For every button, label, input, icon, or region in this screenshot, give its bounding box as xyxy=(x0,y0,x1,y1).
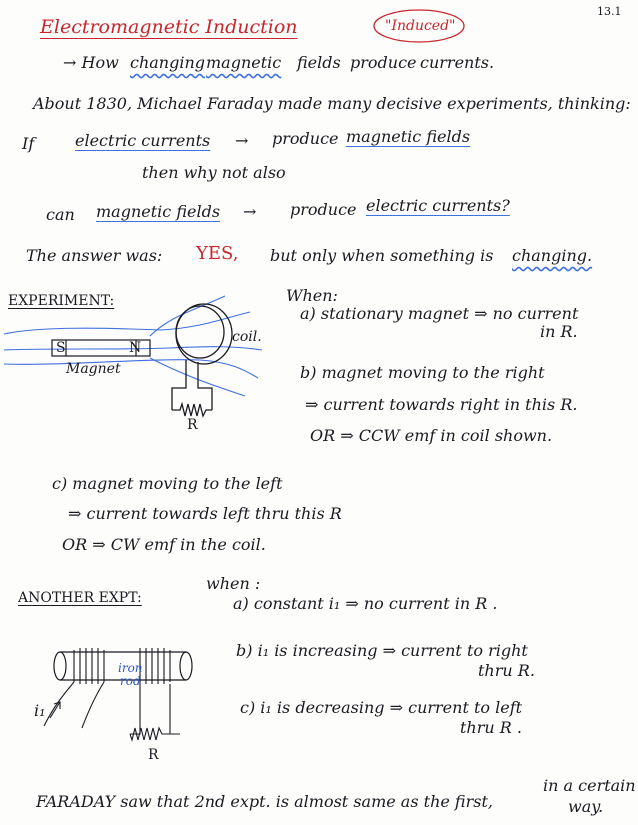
electric-currents-2: electric currents? xyxy=(366,196,510,215)
magnet-label-s: S xyxy=(56,340,66,356)
answer-rest: but only when something is xyxy=(270,246,494,265)
experiment-b2: ⇒ current towards right in this R. xyxy=(305,395,578,414)
subtitle-changing: changing xyxy=(130,53,206,72)
subtitle-magnetic: magnetic xyxy=(206,53,282,72)
electric-currents-1: electric currents xyxy=(75,131,211,150)
another-c: c) i₁ is decreasing ⇒ current to left xyxy=(240,698,523,717)
experiment-a2: in R. xyxy=(540,322,578,341)
resistor-label-2: R xyxy=(148,747,159,763)
footer-tail-2: way. xyxy=(568,797,604,816)
arrow-2: → xyxy=(243,202,257,221)
primary-winding xyxy=(44,648,180,740)
subtitle-produce: produce xyxy=(350,53,417,72)
subtitle-currents: currents. xyxy=(420,53,495,72)
another-b: b) i₁ is increasing ⇒ current to right xyxy=(236,641,528,660)
experiment-heading: EXPERIMENT: xyxy=(8,293,115,309)
footer-tail-1: in a certain xyxy=(543,776,636,795)
experiment-c: c) magnet moving to the left xyxy=(52,474,283,493)
resistor-label-1: R xyxy=(187,417,198,433)
induced-label: "Induced" xyxy=(385,18,456,34)
another-b2: thru R. xyxy=(478,661,535,680)
produce-2: produce xyxy=(290,200,357,219)
another-a: a) constant i₁ ⇒ no current in R . xyxy=(233,594,498,613)
can-word: can xyxy=(46,205,75,224)
another-when: when : xyxy=(206,574,261,593)
experiment-a: a) stationary magnet ⇒ no current xyxy=(300,304,579,323)
page-number: 13.1 xyxy=(597,5,622,18)
magnet-label: Magnet xyxy=(66,361,121,377)
iron-label: iron xyxy=(118,661,143,675)
then-line: then why not also xyxy=(142,163,286,182)
answer-changing: changing. xyxy=(512,246,593,265)
produce-1: produce xyxy=(272,129,339,148)
coil-label: coil. xyxy=(232,329,262,345)
current-arrow xyxy=(50,702,60,718)
magnetic-fields-1: magnetic fields xyxy=(346,127,471,146)
rod-label: rod xyxy=(120,674,141,688)
subtitle-fields: fields xyxy=(297,53,341,72)
experiment-b: b) magnet moving to the right xyxy=(300,363,545,382)
another-heading: ANOTHER EXPT: xyxy=(18,590,142,606)
i1-label: i₁ xyxy=(34,701,46,720)
magnetic-fields-2: magnetic fields xyxy=(96,202,221,221)
intro-text: About 1830, Michael Faraday made many decisive experiments, thinking: xyxy=(33,94,631,113)
subtitle-arrow: → How xyxy=(63,53,119,72)
magnet-label-n: N xyxy=(129,340,142,356)
another-c2: thru R . xyxy=(460,718,522,737)
footer-text: FARADAY saw that 2nd expt. is almost same as the first, xyxy=(36,792,493,811)
experiment-c3: OR ⇒ CW emf in the coil. xyxy=(62,535,266,554)
answer-yes: YES, xyxy=(196,243,239,264)
solenoid-diagram xyxy=(30,642,200,752)
if-word: If xyxy=(22,134,35,153)
experiment-b3: OR ⇒ CCW emf in coil shown. xyxy=(310,426,553,445)
experiment-when: When: xyxy=(286,286,338,305)
answer-prefix: The answer was: xyxy=(26,246,163,265)
page-title: Electromagnetic Induction xyxy=(40,16,298,38)
arrow-1: → xyxy=(235,131,249,150)
experiment-c2: ⇒ current towards left thru this R xyxy=(68,504,342,523)
magnet-coil-diagram xyxy=(0,290,280,440)
